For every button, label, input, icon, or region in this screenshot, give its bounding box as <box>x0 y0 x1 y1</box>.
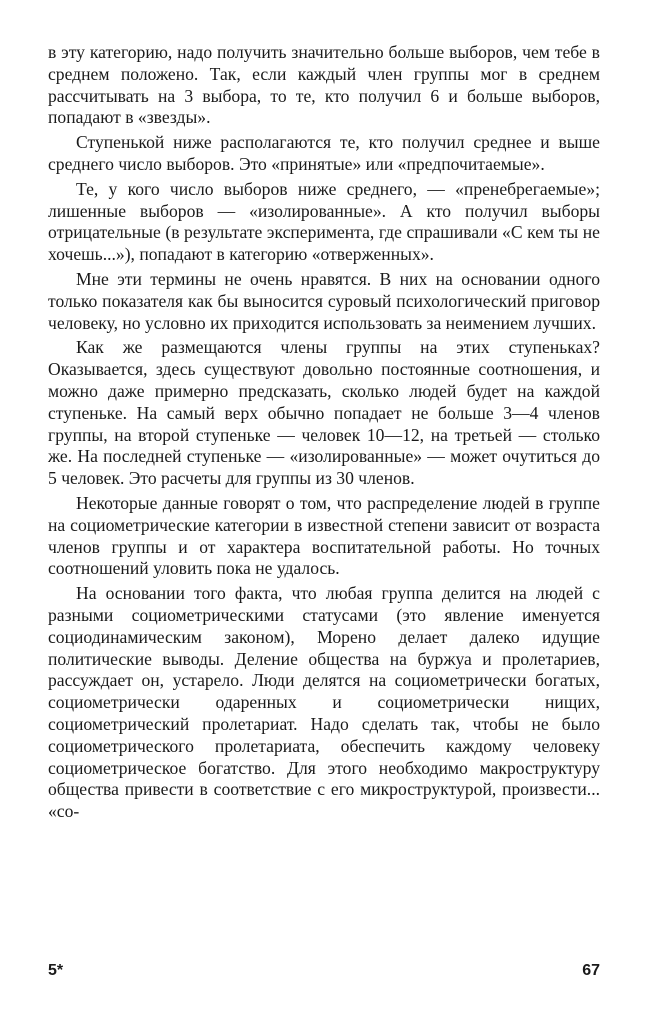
paragraph-7: На основании того факта, что любая группа делится на людей с разными социометрическими статусами (это явление именуется социодинамическим законом), Морено делает далеко идущие политические выводы. Деление общества на буржуа и пролетариев, рассуждает он, устарело. Люди делятся на социометрически богатых, социометрически одаренных и социометрически нищих, социометрический пролетариат. Надо сделать так, чтобы не было социометрического пролетариата, обеспечить каждому человеку социометрическое богатство. Для этого необходимо макроструктуру общества привести в соответствие с его микроструктурой, произвести... «со- <box>48 583 600 822</box>
paragraph-1: в эту категорию, надо получить значительно больше выборов, чем тебе в среднем положено. Так, если каждый член группы мог в среднем рассчитывать на 3 выбора, то те, кто получил 6 и больше выборов, попадают в «звезды». <box>48 42 600 128</box>
paragraph-6: Некоторые данные говорят о том, что распределение людей в группе на социометрические категории в известной степени зависит от возраста членов группы и от характера воспитательной работы. Но точных соотношений уловить пока не удалось. <box>48 492 600 579</box>
page-number: 67 <box>582 962 600 979</box>
paragraph-4: Мне эти термины не очень нравятся. В них на основании одного только показателя как бы выносится суровый психологический приговор человеку, но условно их приходится использовать за неимением лучших. <box>48 268 600 333</box>
page-body <box>48 42 600 823</box>
signature-mark: 5* <box>48 962 64 979</box>
paragraph-3: Те, у кого число выборов ниже среднего, — «пренебрегаемые»; лишенные выборов — «изолированные». А кто получил выборы отрицательные (в результате эксперимента, где спрашивали «С кем ты не хочешь...»), попадают в категорию «отверженных». <box>48 178 600 265</box>
paragraph-2: Ступенькой ниже располагаются те, кто получил среднее и выше среднего число выборов. Это «принятые» или «предпочитаемые». <box>48 132 600 174</box>
paragraph-5: Как же размещаются члены группы на этих ступеньках? Оказывается, здесь существуют довольно постоянные соотношения, и можно даже примерно предсказать, сколько людей будет на каждой ступеньке. На самый верх обычно попадает не больше 3—4 членов группы, на второй ступеньке — человек 10—12, на третьей — столько же. На последней ступеньке — «изолированные» — может очутиться до 5 человек. Это расчеты для группы из 30 членов. <box>48 337 600 489</box>
